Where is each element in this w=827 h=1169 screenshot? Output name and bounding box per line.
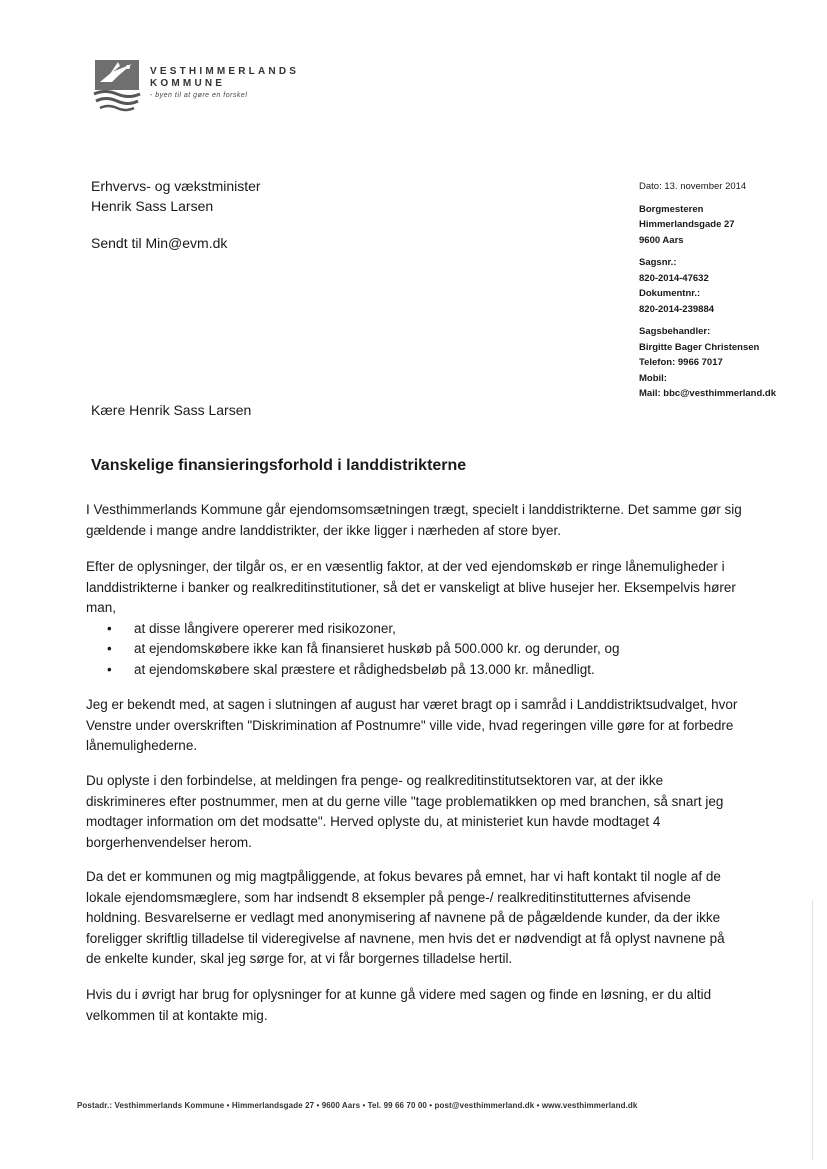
bullet-icon: • — [107, 620, 112, 636]
org-name-line1: VESTHIMMERLANDS — [150, 66, 300, 77]
body-paragraph-1: I Vesthimmerlands Kommune går ejendomsomsætningen trægt, specielt i landdistrikterne. Det samme gør sig gældende i mange andre landdistrikter, der ikke ligger i nærheden af store byer. — [86, 502, 742, 538]
sender-info-column — [639, 179, 809, 402]
stork-waves-logo-icon — [92, 58, 142, 114]
bullet-icon: • — [107, 641, 112, 656]
document-number-label: Dokumentnr.: — [639, 288, 701, 299]
recipient-block — [91, 176, 261, 216]
body-paragraph-6: Hvis du i øvrigt har brug for oplysninger for at kunne gå videre med sagen og finde en løsning, er du altid velkommen til at kontakte mig. — [86, 987, 712, 1023]
salutation: Kære Henrik Sass Larsen — [91, 402, 252, 418]
org-logo-text — [150, 66, 299, 101]
bullet-icon: • — [107, 661, 112, 677]
list-item: • at ejendomskøbere ikke kan få finansieret huskøb på 500.000 kr. og derunder, og — [86, 639, 742, 660]
scan-edge-divider — [812, 900, 813, 1160]
sender-street: Himmerlandsgade 27 — [639, 219, 735, 230]
body-paragraph-5: Da det er kommunen og mig magtpåliggende, at fokus bevares på emnet, har vi haft kontakt til nogle af de lokale ejendomsmæglere, som har indsendt 8 eksempler på penge-/ realkreditinstitutternes afvisende holdning. Besvarelserne er vedlagt med anonymisering af navnene på de pågældende kunder, da der ikke foreligger skriftlig tilladelse til videregivelse af navnene, men hvis det er nødvendigt at få oplyst navnene på de enkelte kunder, skal jeg sørge for, at vi får borgernes tilladelse hertil. — [86, 869, 725, 966]
org-tagline: - byen til at gøre en forskel — [150, 92, 248, 99]
body-paragraph-3: Jeg er bekendt med, at sagen i slutningen af august har været bragt op i samråd i Landdistriktsudvalget, hvor Venstre under overskriften "Diskrimination af Postnumre" ville vide, hvad regeringen ville gøre for at forbedre lånemulighederne. — [86, 697, 738, 753]
org-name-line2: KOMMUNE — [150, 78, 226, 89]
sender-office: Borgmesteren — [639, 203, 704, 215]
body-paragraph-4: Du oplyste i den forbindelse, at meldingen fra penge- og realkreditinstitutsektoren var, at der ikke diskrimineres efter postnummer, men at du gerne ville "tage problematikken op med branchen, så snart jeg modtager information om det modsatte". Herved oplyste du, at ministeriet kun havde modtaget 4 borgerhenvendelser herom. — [86, 773, 724, 850]
document-number: 820-2014-239884 — [639, 303, 715, 315]
body-paragraph-2 — [86, 557, 742, 680]
handler-mail: Mail: bbc@vesthimmerland.dk — [639, 388, 777, 399]
recipient-title: Erhvervs- og vækstminister — [91, 178, 261, 194]
letter-subject: Vanskelige finansieringsforhold i landdistrikterne — [91, 457, 467, 474]
case-handler-label: Sagsbehandler: — [639, 326, 711, 337]
list-item: • at disse långivere opererer med risikozoner, — [86, 619, 742, 640]
bullet-list — [86, 619, 742, 681]
case-handler-name: Birgitte Bager Christensen — [639, 341, 760, 353]
handler-mobile: Mobil: — [639, 372, 667, 384]
case-number-label: Sagsnr.: — [639, 257, 677, 268]
recipient-name: Henrik Sass Larsen — [91, 198, 214, 214]
body-paragraph-2-text: Efter de oplysninger, der tilgår os, er en væsentlig faktor, at der ved ejendomskøb er ringe lånemuligheder i landdistrikterne i banker og realkreditinstitutioner, så det er vanskeligt at blive husejer her. Eksempelvis hører man, — [86, 559, 736, 615]
sent-to-line: Sendt til Min@evm.dk — [91, 235, 228, 251]
sender-city: 9600 Aars — [639, 234, 684, 246]
letter-date: Dato: 13. november 2014 — [639, 181, 747, 192]
case-number: 820-2014-47632 — [639, 272, 709, 284]
list-item: • at ejendomskøbere skal præstere et rådighedsbeløb på 13.000 kr. månedligt. — [86, 660, 742, 681]
footer-address: Postadr.: Vesthimmerlands Kommune • Himmerlandsgade 27 • 9600 Aars • Tel. 99 66 70 00 • post@vesthimmerland.dk • www.vesthimmerland.dk — [77, 1101, 638, 1110]
handler-phone: Telefon: 9966 7017 — [639, 357, 723, 368]
